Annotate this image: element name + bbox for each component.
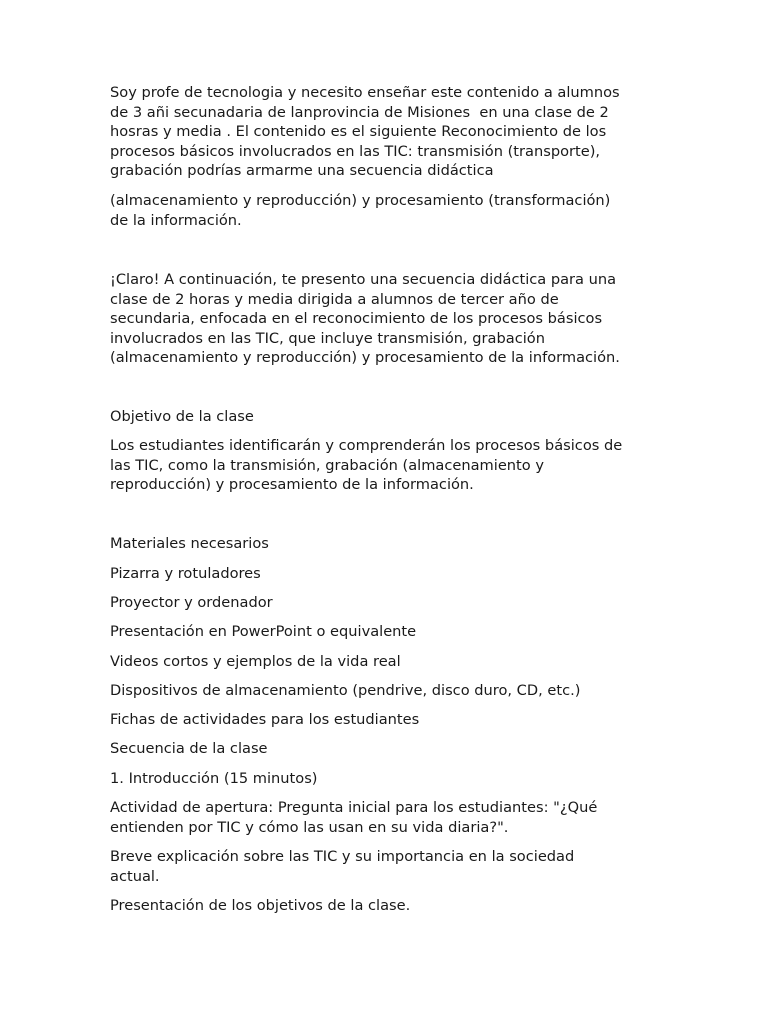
objective-text: Los estudiantes identificarán y comprenderán los procesos básicos de las TIC, como la transmisión, grabación (almacenamiento y reproducción) y procesamiento de la información. xyxy=(110,437,623,494)
intro-step-heading: 1. Introducción (15 minutos) xyxy=(110,770,318,787)
answer-intro: ¡Claro! A continuación, te presento una secuencia didáctica para una clase de 2 horas y media dirigida a alumnos de tercer año de secundaria, enfocada en el reconocimiento de los procesos básicos involucrados en las TIC, que incluye transmisión, grabación (almacenamiento y reproducción) y procesamiento de la información. xyxy=(110,271,620,367)
list-item: Dispositivos de almacenamiento (pendrive, disco duro, CD, etc.) xyxy=(110,682,581,699)
materials-heading: Materiales necesarios xyxy=(110,535,269,552)
list-item: Presentación en PowerPoint o equivalente xyxy=(110,623,417,640)
list-item: Proyector y ordenador xyxy=(110,594,273,611)
objective-heading: Objetivo de la clase xyxy=(110,408,254,425)
list-item: Presentación de los objetivos de la clase. xyxy=(110,897,411,914)
list-item: Breve explicación sobre las TIC y su importancia en la sociedad actual. xyxy=(110,848,575,885)
list-item: Actividad de apertura: Pregunta inicial para los estudiantes: "¿Qué entienden por TIC y cómo las usan en su vida diaria?". xyxy=(110,799,598,836)
sequence-heading: Secuencia de la clase xyxy=(110,740,268,757)
list-item: Videos cortos y ejemplos de la vida real xyxy=(110,653,401,670)
prompt-paragraph-2: (almacenamiento y reproducción) y procesamiento (transformación) de la información. xyxy=(110,192,611,229)
prompt-paragraph-1: Soy profe de tecnologia y necesito enseñar este contenido a alumnos de 3 añi secunadaria de lanprovincia de Misiones en una clase de 2 hosras y media . El contenido es el siguiente Reconocimiento de los procesos básicos involucrados en las TIC: transmisión (transporte), grabación podrías armarme una secuencia didáctica xyxy=(110,84,620,180)
list-item: Pizarra y rotuladores xyxy=(110,565,261,582)
list-item: Fichas de actividades para los estudiantes xyxy=(110,711,420,728)
